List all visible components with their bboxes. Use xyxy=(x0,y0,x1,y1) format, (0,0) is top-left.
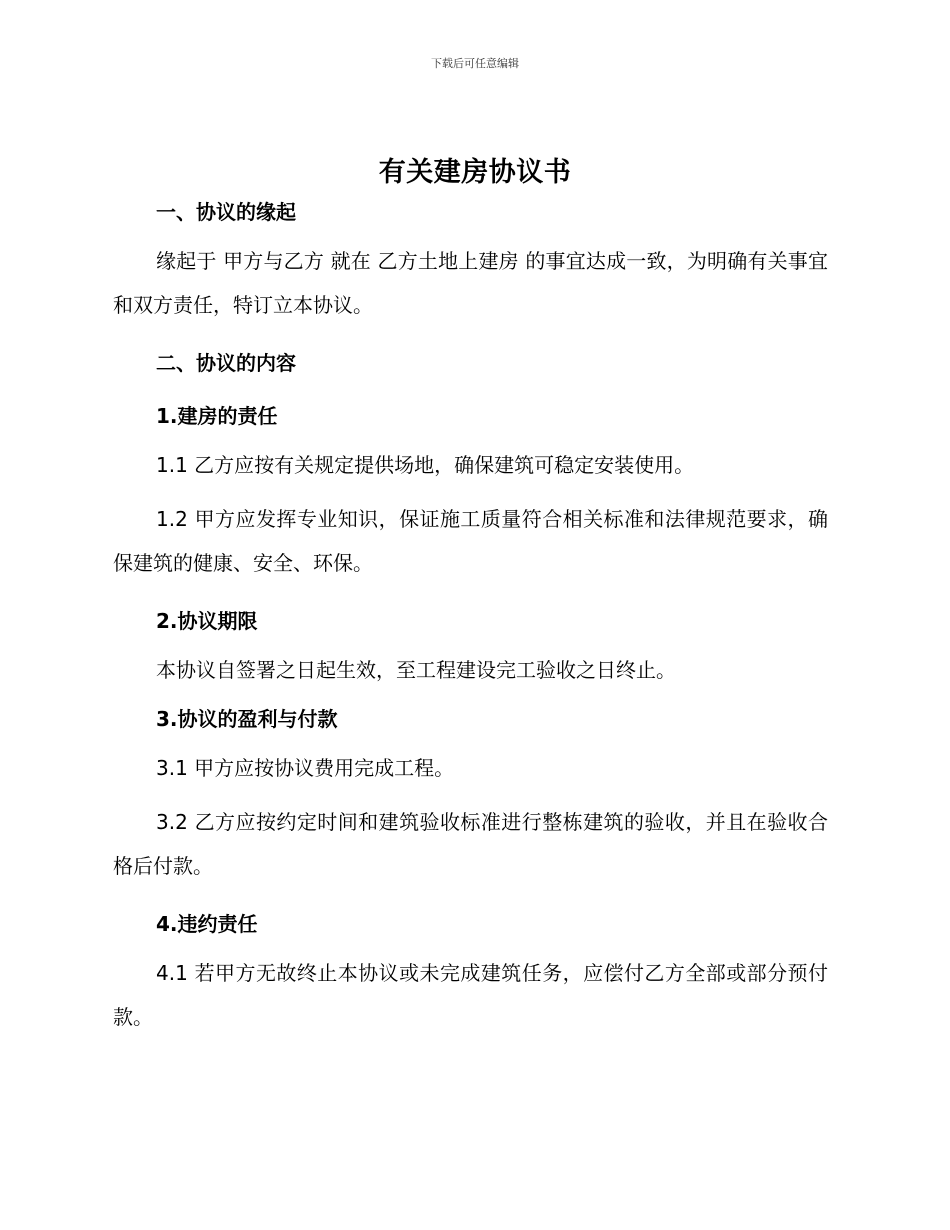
paragraph-4-1: 4.1 若甲方无故终止本协议或未完成建筑任务，应偿付乙方全部或部分预付款。 xyxy=(113,961,828,1029)
section-heading-content: 二、协议的内容 xyxy=(156,351,296,375)
paragraph-origin: 缘起于 甲方与乙方 就在 乙方土地上建房 的事宜达成一致，为明确有关事宜和双方责任，特订立本协议。 xyxy=(113,249,828,317)
subheading-construction-responsibility: 1.建房的责任 xyxy=(156,404,278,428)
document-title: 有关建房协议书 xyxy=(378,157,572,188)
paragraph-1-2: 1.2 甲方应发挥专业知识，保证施工质量符合相关标准和法律规范要求，确保建筑的健康、安全、环保。 xyxy=(113,507,828,575)
subheading-agreement-term: 2.协议期限 xyxy=(156,609,258,633)
paragraph-2: 本协议自签署之日起生效，至工程建设完工验收之日终止。 xyxy=(156,658,676,682)
paragraph-3-2: 3.2 乙方应按约定时间和建筑验收标准进行整栋建筑的验收，并且在验收合格后付款。 xyxy=(113,810,828,878)
header-note: 下载后可任意编辑 xyxy=(431,57,519,70)
subheading-profit-payment: 3.协议的盈利与付款 xyxy=(156,707,338,731)
paragraph-1-1: 1.1 乙方应按有关规定提供场地，确保建筑可稳定安装使用。 xyxy=(156,453,695,477)
document-body xyxy=(113,195,828,1039)
subheading-liability-breach: 4.违约责任 xyxy=(156,912,258,936)
section-heading-origin: 一、协议的缘起 xyxy=(156,200,296,224)
paragraph-3-1: 3.1 甲方应按协议费用完成工程。 xyxy=(156,756,455,780)
